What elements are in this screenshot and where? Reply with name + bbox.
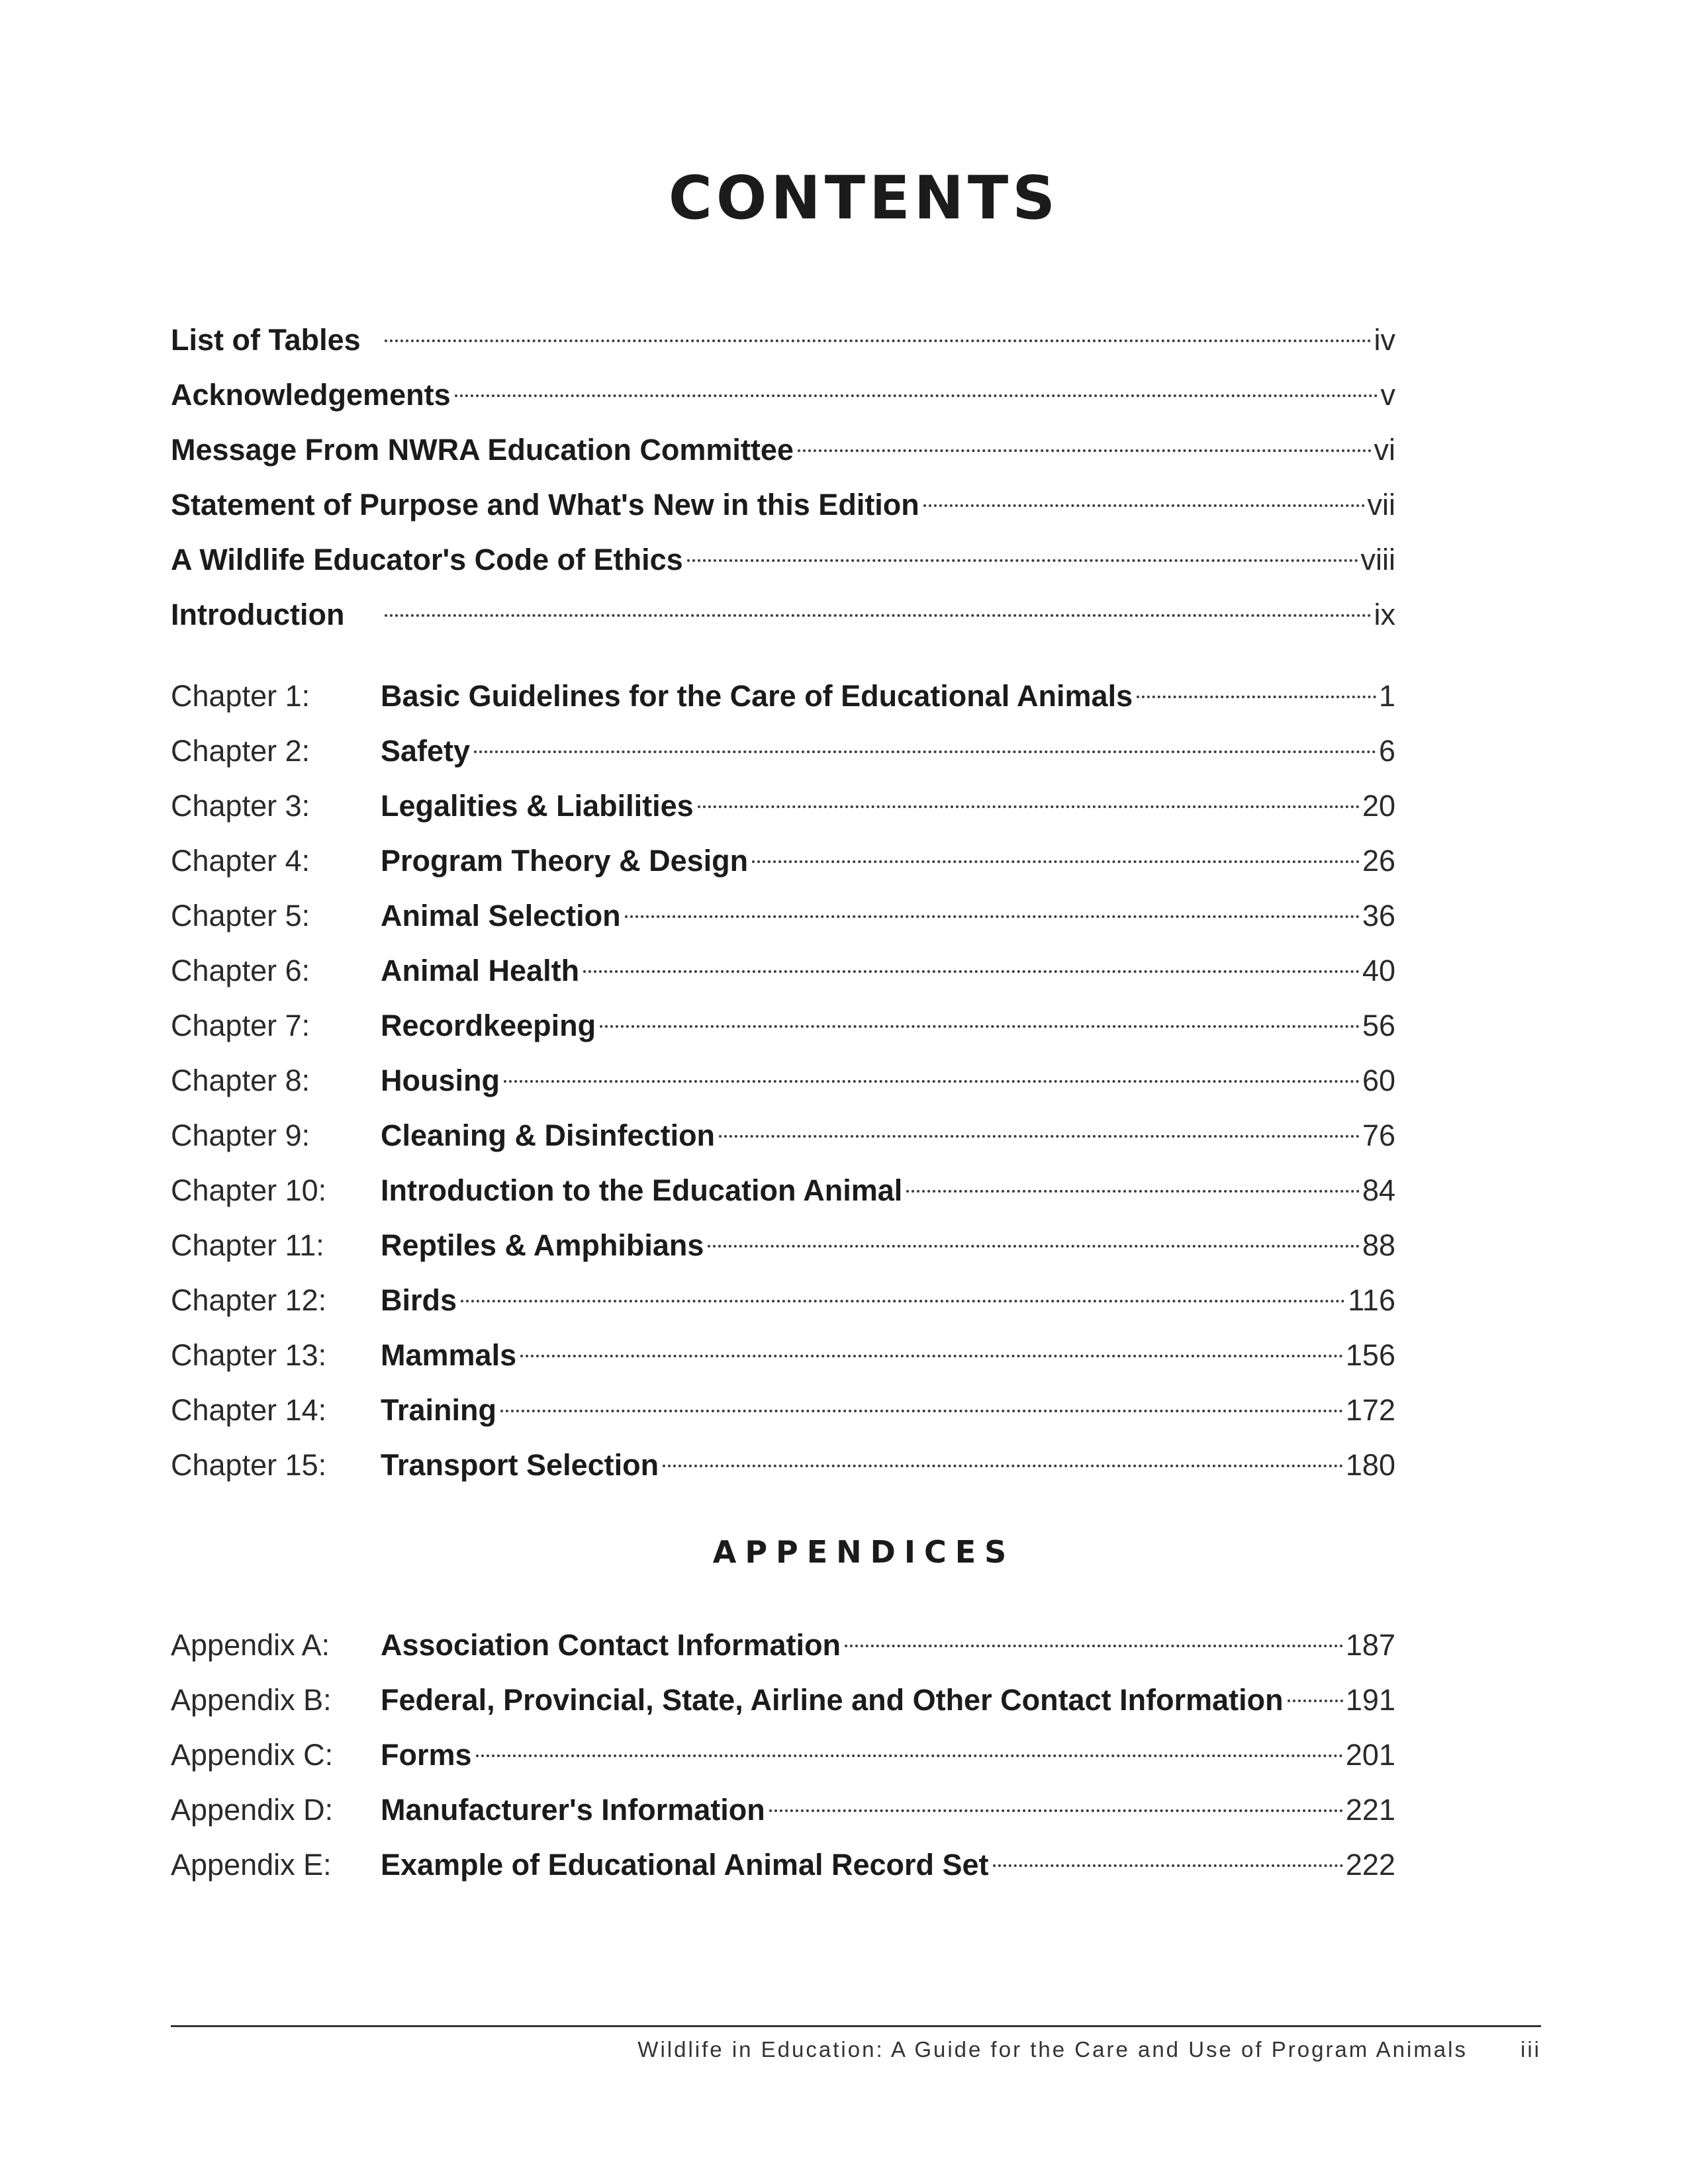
toc-entry-chapter-8[interactable] [171,1061,1395,1101]
toc-entry-chapter-6[interactable] [171,951,1395,991]
footer-page-number: iii [1521,2037,1541,2062]
toc-entry-page: viii [1360,543,1395,576]
chapter-label: Chapter 3: [171,789,310,823]
chapter-page: 36 [1362,899,1395,933]
chapter-page: 76 [1362,1118,1395,1152]
dot-leader [752,860,1360,863]
toc-entry-title: Acknowledgements [171,378,451,412]
toc-entry-list-of-tables[interactable] [171,320,1395,360]
appendix-title: Federal, Provincial, State, Airline and Other Contact Information [381,1683,1284,1717]
chapter-label: Chapter 12: [171,1283,327,1317]
footer-divider [171,2025,1541,2027]
chapter-label: Chapter 7: [171,1009,310,1042]
dot-leader [520,1355,1343,1357]
toc-entry-introduction[interactable] [171,595,1395,635]
chapter-title: Legalities & Liabilities [381,789,694,823]
dot-leader [906,1190,1360,1193]
dot-leader [504,1080,1360,1083]
toc-entry-title: Statement of Purpose and What's New in this Edition [171,488,919,522]
chapter-page: 56 [1362,1009,1395,1042]
toc-entry-appendix-b[interactable] [171,1680,1395,1720]
dot-leader [923,504,1365,507]
toc-entry-chapter-7[interactable] [171,1006,1395,1046]
chapter-title: Reptiles & Amphibians [381,1228,704,1262]
chapter-label: Chapter 2: [171,734,310,768]
chapter-title: Training [381,1393,497,1427]
chapter-label: Chapter 6: [171,954,310,987]
appendix-page: 187 [1345,1628,1395,1662]
chapter-label: Chapter 9: [171,1118,310,1152]
chapter-label: Chapter 5: [171,899,310,933]
toc-entry-page: vii [1367,488,1395,522]
toc-entry-title: List of Tables [171,323,361,357]
appendix-title: Forms [381,1738,472,1772]
toc-entry-chapter-4[interactable] [171,841,1395,881]
dot-leader [625,915,1360,918]
dot-leader [461,1300,1345,1302]
appendix-label: Appendix D: [171,1793,334,1827]
dot-leader [663,1465,1343,1467]
toc-entry-title: Message From NWRA Education Committee [171,433,794,467]
dot-leader [500,1410,1343,1412]
chapter-label: Chapter 14: [171,1393,327,1427]
toc-entry-chapter-1[interactable] [171,676,1395,716]
toc-entry-chapter-5[interactable] [171,896,1395,936]
dot-leader [708,1245,1360,1248]
toc-entry-title: A Wildlife Educator's Code of Ethics [171,543,683,576]
toc-entry-code-of-ethics[interactable] [171,540,1395,580]
toc-entry-page: ix [1374,598,1395,631]
toc-entry-page: iv [1374,323,1395,357]
dot-leader [719,1135,1360,1138]
toc-entry-page: v [1380,378,1395,412]
toc-entry-chapter-13[interactable] [171,1336,1395,1375]
toc-entry-appendix-c[interactable] [171,1735,1395,1775]
toc-entry-chapter-11[interactable] [171,1226,1395,1265]
toc-entry-statement-of-purpose[interactable] [171,485,1395,525]
dot-leader [845,1645,1343,1647]
appendix-page: 201 [1345,1738,1395,1772]
dot-leader [600,1025,1360,1028]
toc-entry-page: vi [1374,433,1395,467]
dot-leader [698,805,1360,808]
dot-leader [474,751,1376,753]
toc-entry-acknowledgements[interactable] [171,375,1395,415]
appendix-label: Appendix B: [171,1683,332,1717]
chapter-page: 20 [1362,789,1395,823]
chapter-label: Chapter 8: [171,1064,310,1097]
dot-leader [476,1754,1343,1757]
dot-leader [798,449,1372,452]
chapter-page: 40 [1362,954,1395,987]
appendix-title: Example of Educational Animal Record Set [381,1848,989,1882]
chapter-label: Chapter 4: [171,844,310,878]
chapter-title: Recordkeeping [381,1009,596,1042]
chapter-title: Animal Selection [381,899,621,933]
toc-entry-chapter-3[interactable] [171,786,1395,826]
chapter-title: Animal Health [381,954,580,987]
chapter-title: Transport Selection [381,1448,659,1482]
chapter-label: Chapter 1: [171,679,310,713]
chapter-label: Chapter 15: [171,1448,327,1482]
toc-entry-chapter-15[interactable] [171,1445,1395,1485]
appendix-page: 221 [1345,1793,1395,1827]
chapter-title: Safety [381,734,471,768]
toc-entry-chapter-9[interactable] [171,1116,1395,1156]
chapter-title: Introduction to the Education Animal [381,1173,903,1207]
chapter-page: 172 [1345,1393,1395,1427]
appendix-label: Appendix E: [171,1848,332,1882]
appendix-label: Appendix C: [171,1738,334,1772]
footer-book-title: Wildlife in Education: A Guide for the Care and Use of Program Animals [637,2037,1468,2062]
dot-leader [769,1809,1343,1812]
page-title: CONTENTS [668,163,1060,233]
appendix-title: Manufacturer's Information [381,1793,765,1827]
dot-leader [385,340,1372,342]
dot-leader [455,394,1378,397]
chapter-page: 180 [1345,1448,1395,1482]
chapter-page: 156 [1345,1338,1395,1372]
toc-entry-chapter-14[interactable] [171,1390,1395,1430]
dot-leader [385,614,1372,617]
chapter-page: 1 [1378,679,1395,713]
chapter-title: Mammals [381,1338,517,1372]
chapter-page: 6 [1378,734,1395,768]
chapter-page: 116 [1348,1283,1395,1317]
dot-leader [583,970,1360,973]
chapter-label: Chapter 11: [171,1228,324,1262]
dot-leader [687,559,1358,562]
chapter-page: 60 [1362,1064,1395,1097]
chapter-title: Cleaning & Disinfection [381,1118,716,1152]
toc-entry-appendix-d[interactable] [171,1790,1395,1830]
dot-leader [1137,696,1376,698]
chapter-title: Birds [381,1283,457,1317]
toc-entry-chapter-2[interactable] [171,731,1395,771]
chapter-page: 26 [1362,844,1395,878]
toc-entry-message-from-committee[interactable] [171,430,1395,470]
chapter-title: Program Theory & Design [381,844,749,878]
appendix-label: Appendix A: [171,1628,330,1662]
dot-leader [993,1864,1343,1867]
dot-leader [1288,1700,1343,1702]
toc-entry-title: Introduction [171,598,345,631]
chapter-title: Basic Guidelines for the Care of Educational Animals [381,679,1133,713]
appendix-title: Association Contact Information [381,1628,841,1662]
appendix-page: 222 [1345,1848,1395,1882]
chapter-label: Chapter 13: [171,1338,327,1372]
chapter-label: Chapter 10: [171,1173,327,1207]
chapter-title: Housing [381,1064,500,1097]
toc-entry-appendix-e[interactable] [171,1845,1395,1885]
chapter-page: 88 [1362,1228,1395,1262]
toc-entry-chapter-10[interactable] [171,1171,1395,1210]
chapter-page: 84 [1362,1173,1395,1207]
appendix-page: 191 [1345,1683,1395,1717]
toc-entry-chapter-12[interactable] [171,1281,1395,1320]
appendices-heading: APPENDICES [712,1534,1015,1570]
toc-entry-appendix-a[interactable] [171,1625,1395,1665]
